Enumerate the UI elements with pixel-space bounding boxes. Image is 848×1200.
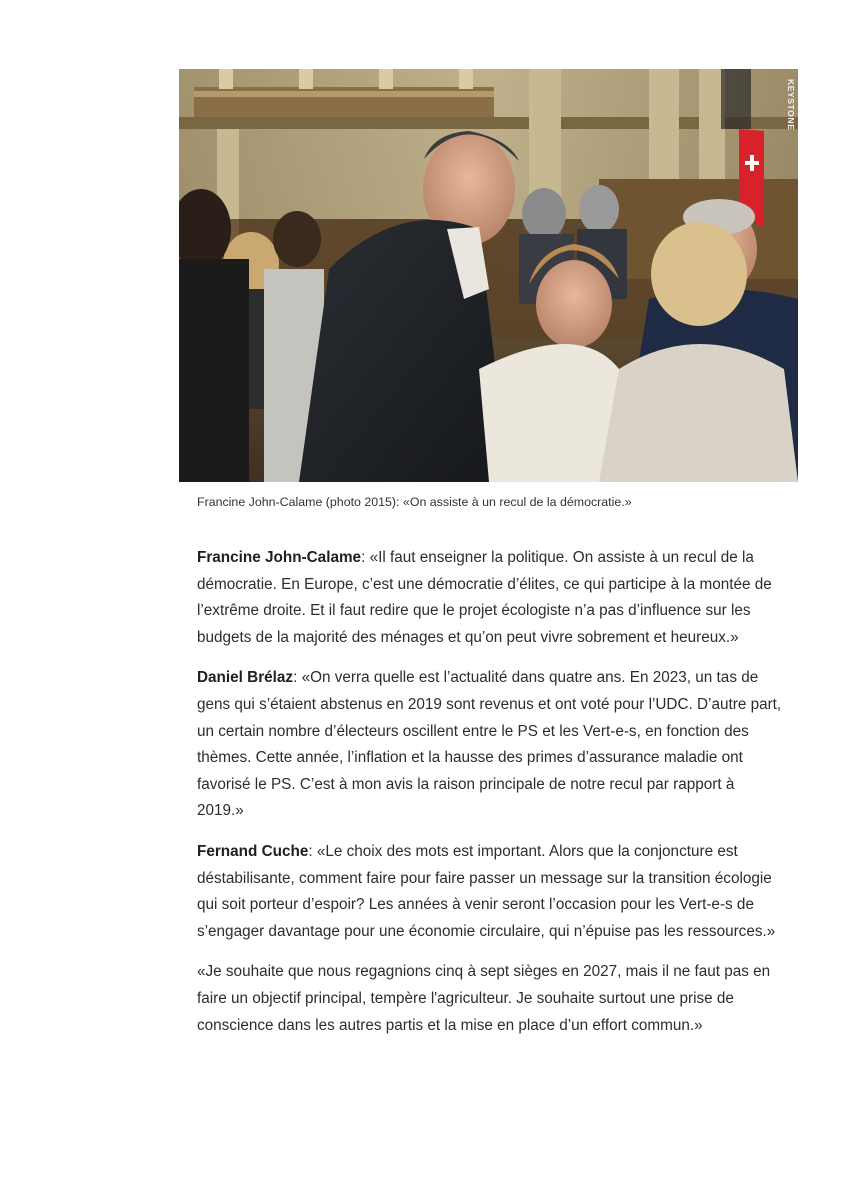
speaker-separator: : bbox=[293, 669, 302, 687]
article-paragraph bbox=[197, 545, 782, 651]
quote-text: «Le choix des mots est important. Alors que la conjoncture est déstabilisante, comment faire pour faire passer un message sur la transition écologie qui soit porteur d’espoir? Les années à venir seront l’occasion pour les Vert-e-s de s’engager davantage pour une économie circulaire, qui n’épuise pas les ressources.» bbox=[197, 842, 776, 940]
article-paragraph bbox=[197, 839, 782, 945]
photo-credit: KEYSTONE bbox=[786, 79, 796, 131]
quote-text: «Il faut enseigner la politique. On assiste à un recul de la démocratie. En Europe, c’est une démocratie d’élites, ce qui participe à la montée de l’extrême droite. Et il faut redire que le projet écologiste n’a pas d’influence sur les budgets de la majorité des ménages et qu’on peut vivre sobrement et heureux.» bbox=[197, 549, 772, 646]
speaker-name: Francine John-Calame bbox=[197, 549, 362, 566]
quote-text: «On verra quelle est l’actualité dans quatre ans. En 2023, un tas de gens qui s’étaient abstenus en 2019 sont revenus et ont voté pour l’UDC. D’autre part, un certain nombre d’électeurs oscillent entre le PS et les Vert-e-s, en fonction des thèmes. Cette année, l’inflation et la hausse des primes d’assurance maladie ont favorisé le PS. C’est à mon avis la raison principale de notre recul par rapport à 2019.» bbox=[197, 669, 782, 820]
photo-caption: Francine John-Calame (photo 2015): «On assiste à un recul de la démocratie.» bbox=[197, 495, 632, 509]
article-paragraph bbox=[197, 959, 782, 1039]
speaker-separator: : bbox=[361, 549, 370, 566]
article-paragraph bbox=[197, 665, 782, 825]
article-photo bbox=[179, 69, 798, 482]
speaker-name: Fernand Cuche bbox=[197, 842, 309, 860]
quote-text: «Je souhaite que nous regagnions cinq à sept sièges en 2027, mais il ne faut pas en faire un objectif principal, tempère l'agriculteur. Je souhaite surtout une prise de conscience dans les autres partis et la mise en place d’un effort commun.» bbox=[197, 963, 771, 1034]
article-body bbox=[197, 545, 782, 1053]
speaker-separator: : bbox=[308, 842, 317, 860]
speaker-name: Daniel Brélaz bbox=[197, 669, 294, 687]
